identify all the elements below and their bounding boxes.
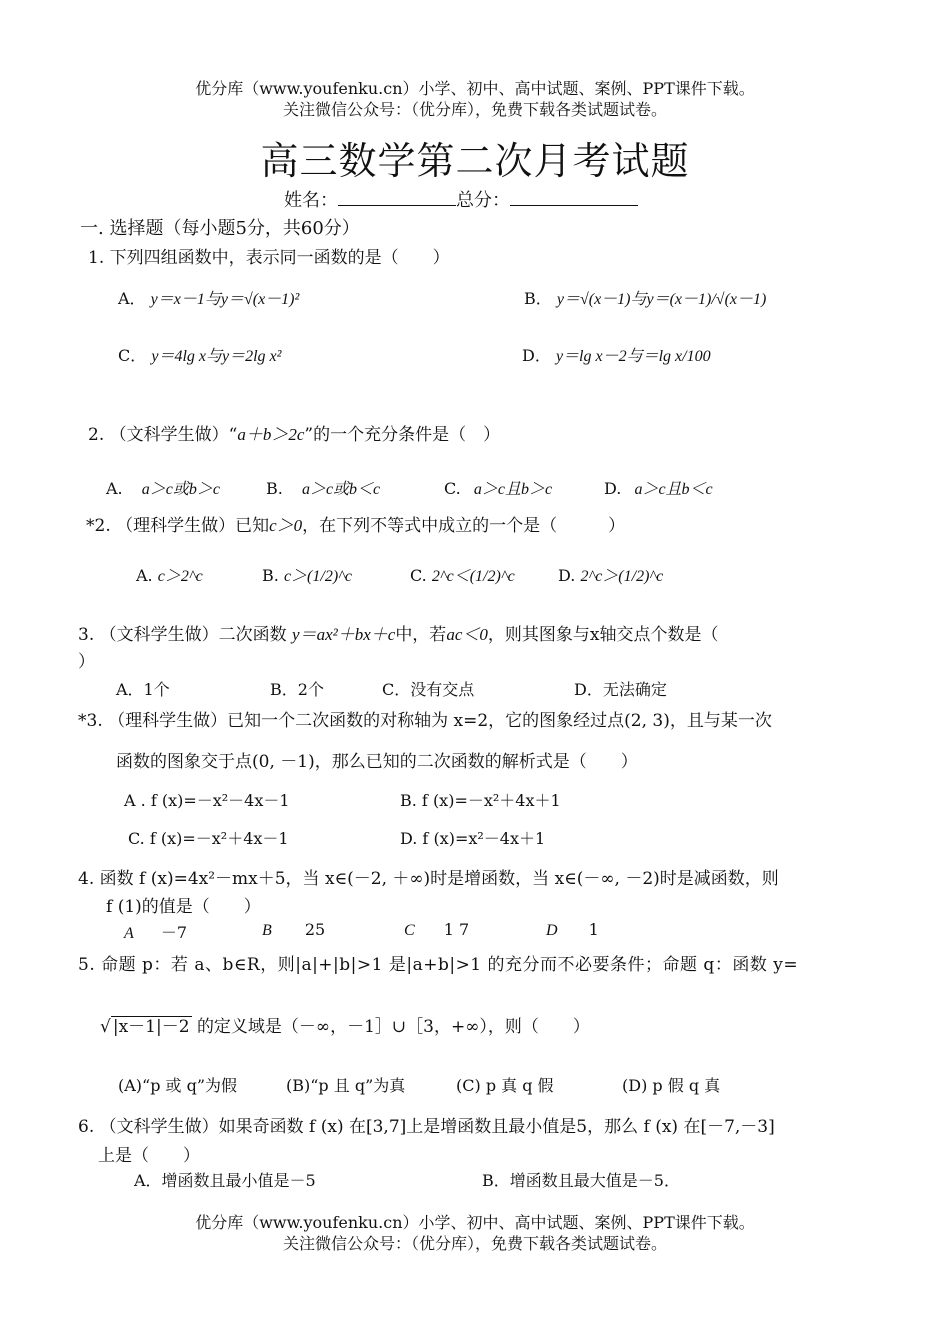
q2-b-math: a＞c或b＜c bbox=[301, 481, 381, 498]
q1-option-b bbox=[524, 286, 766, 309]
q3s-stem-line1: *3. （理科学生做）已知一个二次函数的对称轴为 x=2，它的图象经过点(2, 3)，且与某一次 bbox=[78, 711, 772, 731]
q2s-b-math: c＞(1/2)^c bbox=[283, 568, 352, 585]
q3s-option-a: A . f (x)=－x²－4x－1 bbox=[124, 791, 290, 810]
q6-option-b: B．增函数且最大值是－5． bbox=[482, 1171, 680, 1190]
q5-stem-rest: 的定义域是（－∞，－1］∪［3，+∞），则（ ） bbox=[196, 1017, 590, 1037]
q2s-a-label: A. bbox=[136, 566, 153, 585]
q6-stem-line2: 上是（ ） bbox=[98, 1146, 200, 1166]
q4-option-a bbox=[124, 920, 187, 943]
q2s-stem bbox=[86, 511, 625, 536]
q2-option-c bbox=[444, 476, 552, 499]
q2s-a-math: c＞2^c bbox=[157, 568, 203, 585]
q2-option-a bbox=[106, 476, 220, 499]
q4-c-value: 1 7 bbox=[443, 920, 470, 939]
q2-stem bbox=[88, 420, 500, 445]
q4-option-b bbox=[262, 920, 325, 940]
radical-sign-icon: √ bbox=[100, 1017, 111, 1037]
q2s-option-a bbox=[136, 563, 203, 586]
q2s-option-b bbox=[262, 563, 352, 586]
q5-option-b: (B)“p 且 q”为真 bbox=[286, 1076, 406, 1095]
q3s-option-d: D. f (x)=x²－4x＋1 bbox=[400, 829, 546, 848]
q1-option-d bbox=[522, 343, 711, 366]
q3-stem-end: ） bbox=[78, 652, 95, 672]
q1-option-c bbox=[118, 343, 281, 366]
q1-b-math: y＝√(x－1)与y＝(x－1)/√(x－1) bbox=[556, 291, 767, 308]
q3s-stem-line2: 函数的图象交于点(0, －1)，那么已知的二次函数的解析式是（ ） bbox=[116, 752, 638, 772]
q3-option-c: C．没有交点 bbox=[382, 680, 475, 699]
q1-a-math: y＝x－1与y＝√(x－1)² bbox=[150, 291, 300, 308]
q2-stem-pre: 2. （文科学生做）“ bbox=[88, 425, 238, 445]
footer-line-2: 关注微信公众号：（优分库），免费下载各类试题试卷。 bbox=[282, 1234, 667, 1253]
q4-a-value: －7 bbox=[160, 923, 188, 942]
q3s-option-c: C. f (x)=－x²＋4x－1 bbox=[128, 829, 289, 848]
q6-stem-line1: 6. （文科学生做）如果奇函数 f (x) 在[3,7]上是增函数且最小值是5，那么 f (x) 在[－7,－3] bbox=[78, 1117, 775, 1137]
q2-c-label: C. bbox=[444, 479, 461, 498]
q3-stem bbox=[78, 620, 718, 645]
header-line-2: 关注微信公众号：（优分库），免费下载各类试题试卷。 bbox=[282, 100, 667, 119]
q3-option-d: D．无法确定 bbox=[574, 680, 667, 699]
score-blank[interactable] bbox=[510, 189, 638, 206]
q2-d-math: a＞c且b＜c bbox=[634, 481, 713, 498]
q4-option-d bbox=[546, 920, 599, 940]
q5-option-a: (A)“p 或 q”为假 bbox=[118, 1076, 238, 1095]
q2s-stem-post: ，在下列不等式中成立的一个是（ ） bbox=[302, 516, 626, 536]
q3-stem-mid: 中，若 bbox=[395, 625, 447, 645]
q2-d-label: D. bbox=[604, 479, 622, 498]
q1-c-math: y＝4lg x与y＝2lg x² bbox=[151, 348, 282, 365]
header-line-1: 优分库（www.youfenku.cn）小学、初中、高中试题、案例、PPT课件下载。 bbox=[195, 79, 755, 98]
q2-b-label: B. bbox=[266, 479, 283, 498]
q5-radicand: |x－1|－2 bbox=[112, 1017, 190, 1037]
q5-stem-line1: 5. 命题 p：若 a、b∈R，则|a|+|b|>1 是|a+b|>1 的充分而不必要条件；命题 q：函数 y= bbox=[78, 955, 799, 975]
q4-d-value: 1 bbox=[588, 920, 599, 939]
q3-func: y＝ax²＋bx＋c bbox=[292, 625, 396, 644]
q1-d-math: y＝lg x－2与＝lg x/100 bbox=[555, 348, 711, 365]
section-heading: 一. 选择题（每小题5分，共60分） bbox=[80, 218, 360, 239]
q1-c-label: C． bbox=[118, 346, 147, 365]
q2-option-b bbox=[266, 476, 380, 499]
q4-d-label: D bbox=[546, 922, 558, 939]
q2-c-math: a＞c且b＞c bbox=[473, 481, 553, 498]
q2s-option-c bbox=[410, 563, 515, 586]
q4-b-value: 25 bbox=[304, 920, 326, 939]
q2s-d-label: D. bbox=[558, 566, 576, 585]
q2-cond: a＋b＞2c bbox=[237, 425, 305, 444]
q4-stem-line1: 4. 函数 f (x)=4x²－mx＋5，当 x∈(－2, ＋∞)时是增函数，当 x∈(－∞, －2)时是减函数，则 bbox=[78, 869, 779, 889]
q1-b-label: B． bbox=[524, 289, 552, 308]
q1-d-label: D． bbox=[522, 346, 551, 365]
q3-option-b: B．2个 bbox=[270, 680, 324, 699]
q4-c-label: C bbox=[404, 922, 415, 939]
meta-line bbox=[284, 186, 638, 212]
q3-cond: ac＜0 bbox=[446, 625, 488, 644]
q2s-c-math: 2^c＜(1/2)^c bbox=[431, 568, 515, 585]
q2-option-d bbox=[604, 476, 713, 499]
q2-stem-post: ”的一个充分条件是（ ） bbox=[304, 425, 501, 445]
q4-stem-line2: f (1)的值是（ ） bbox=[106, 897, 261, 917]
q6-option-a: A．增函数且最小值是－5 bbox=[134, 1171, 316, 1190]
q4-a-label: A bbox=[124, 925, 134, 942]
footer-line-1: 优分库（www.youfenku.cn）小学、初中、高中试题、案例、PPT课件下载。 bbox=[195, 1213, 755, 1232]
score-label: 总分： bbox=[456, 190, 510, 211]
q3s-option-b: B. f (x)=－x²＋4x＋1 bbox=[400, 791, 561, 810]
q2s-stem-pre: *2. （理科学生做）已知 bbox=[86, 516, 270, 536]
q4-b-label: B bbox=[262, 922, 272, 939]
q2s-d-math: 2^c＞(1/2)^c bbox=[580, 568, 664, 585]
q3-option-a: A．1个 bbox=[116, 680, 170, 699]
q5-stem-line2 bbox=[100, 1012, 590, 1037]
q5-option-d: (D) p 假 q 真 bbox=[622, 1076, 721, 1095]
q3-stem-pre: 3. （文科学生做）二次函数 bbox=[78, 625, 287, 645]
q2-a-label: A. bbox=[106, 479, 123, 498]
q1-stem: 1. 下列四组函数中，表示同一函数的是（ ） bbox=[88, 248, 450, 268]
q3-stem-post: ，则其图象与x轴交点个数是（ bbox=[487, 625, 719, 645]
q2s-option-d bbox=[558, 563, 663, 586]
q1-option-a bbox=[118, 286, 299, 309]
page-title: 高三数学第二次月考试题 bbox=[260, 139, 690, 183]
q2s-b-label: B. bbox=[262, 566, 279, 585]
q2s-cond: c＞0 bbox=[269, 516, 303, 535]
q4-option-c bbox=[404, 920, 469, 940]
q1-a-label: A． bbox=[118, 289, 146, 308]
q5-option-c: (C) p 真 q 假 bbox=[456, 1076, 554, 1095]
name-label: 姓名： bbox=[284, 190, 338, 211]
name-blank[interactable] bbox=[338, 189, 456, 206]
q2-a-math: a＞c或b＞c bbox=[141, 481, 220, 498]
q2s-c-label: C. bbox=[410, 566, 427, 585]
